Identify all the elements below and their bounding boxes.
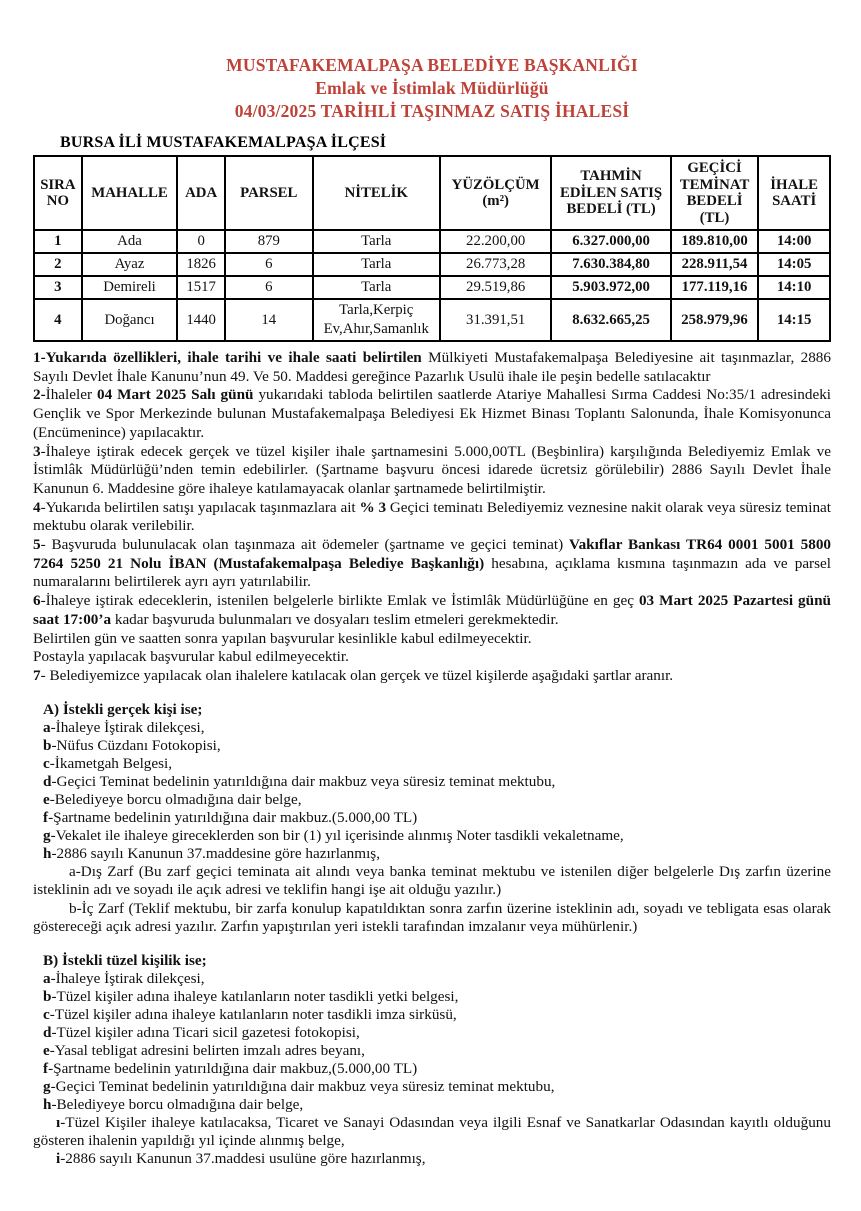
section-a-title: A) İstekli gerçek kişi ise; [43,700,203,718]
cell-yuzolcum: 22.200,00 [440,230,551,253]
conditions-text [33,349,831,686]
paragraph-3: 3-İhaleye iştirak edecek gerçek ve tüzel kişiler ihale şartnamesini 5.000,00TL (Beşbinlira) karşılığında Belediyemiz Emlak ve İstimlâk Müdürlüğü’nden temin edebilirler. (Şartname başvuru öncesi idarede ücretsiz görülebilir) 2886 Sayılı Devlet İhale Kanunun 6. Maddesine göre ihaleye katılamayacak olanlar şartnamede belirtilmiştir. [33,442,831,497]
section-a-item-g: g-Vekalet ile ihaleye gireceklerden son bir (1) yıl içerisinde alınmış Noter tasdikli vekaletname, [43,826,624,844]
table-row [34,253,830,276]
paragraph-1: 1-Yukarıda özellikleri, ihale tarihi ve ihale saati belirtilen Mülkiyeti Mustafakemalpaşa Belediyesine ait taşınmazlar, 2886 Sayılı Devlet İhale Kanunu’nun 49. Ve 50. Maddesi gereğince Pazarlık Usulü ihale ile peşin bedelle satılacaktır [33,349,831,385]
section-a-item-e: e-Belediyeye borcu olmadığına dair belge, [43,790,302,808]
cell-sira-no: 4 [34,299,82,341]
outer-envelope-note: a-Dış Zarf (Bu zarf geçici teminata ait alındı veya banka teminat mektubu ve istenilen diğer belgelerle Dış zarfın üzerine isteklinin adı ve soyadı ile açık adresi ve teklifin hangi işe ait olduğu yazılır.) [33,862,831,899]
cell-nitelik: Tarla,Kerpiç Ev,Ahır,Samanlık [313,299,440,341]
col-header-yuzolcum: YÜZÖLÇÜM (m²) [440,156,551,230]
cell-ada: 1826 [177,253,225,276]
cell-mahalle: Ayaz [82,253,178,276]
cell-tahmin-bedel: 5.903.972,00 [551,276,670,299]
section-b-item-b: b-Tüzel kişiler adına ihaleye katılanların noter tasdikli yetki belgesi, [43,988,459,1006]
cell-tahmin-bedel: 7.630.384,80 [551,253,670,276]
cell-teminat-bedel: 177.119,16 [671,276,759,299]
cell-teminat-bedel: 258.979,96 [671,299,759,341]
cell-mahalle: Doğancı [82,299,178,341]
section-a-item-b: b-Nüfus Cüzdanı Fotokopisi, [43,736,221,754]
section-a-item-d: d-Geçici Teminat bedelinin yatırıldığına dair makbuz veya süresiz teminat mektubu, [43,772,556,790]
section-b-item-f: f-Şartname bedelinin yatırıldığına dair makbuz,(5.000,00 TL) [43,1060,418,1078]
col-header-mahalle: MAHALLE [82,156,178,230]
section-a-item-a: a-İhaleye İştirak dilekçesi, [43,718,205,736]
cell-mahalle: Demireli [82,276,178,299]
auction-table [33,155,831,342]
section-b-item-h: h-Belediyeye borcu olmadığına dair belge, [43,1096,304,1114]
cell-parsel: 14 [225,299,313,341]
paragraph-6-note-1: Belirtilen gün ve saatten sonra yapılan başvurular kesinlikle kabul edilmeyecektir. [33,629,532,647]
paragraph-4: 4-Yukarıda belirtilen satışı yapılacak taşınmazlara ait % 3 Geçici teminatı Belediyemiz veznesine nakit olarak veya süresiz teminat mektubu olarak verilebilir. [33,498,832,535]
cell-ihale-saati: 14:05 [758,253,830,276]
section-b-item-i: i-2886 sayılı Kanunun 37.maddesi usulüne göre hazırlanmış, [56,1150,426,1168]
table-row [34,276,830,299]
paragraph-5: 5- Başvuruda bulunulacak olan taşınmaza ait ödemeler (şartname ve geçici teminat) Vakıflar Bankası TR64 0001 5001 5800 7264 5250 21 Nolu İBAN (Mustafakemalpaşa Belediye Başkanlığı) hesabına, açıklama kısmına taşınmazın ada ve parsel numaralarını belirtilerek ayrı ayrı yatırılabilir. [33,536,832,591]
section-b-title: B) İstekli tüzel kişilik ise; [43,952,207,970]
section-b-item-c: c-Tüzel kişiler adına ihaleye katılanların noter tasdikli imza sirküsü, [43,1006,457,1024]
section-a-item-h: h-2886 sayılı Kanunun 37.maddesine göre hazırlanmış, [43,844,381,862]
section-a-item-f: f-Şartname bedelinin yatırıldığına dair makbuz.(5.000,00 TL) [43,808,418,826]
col-header-sira-no: SIRA NO [34,156,82,230]
col-header-tahmin-bedel: TAHMİN EDİLEN SATIŞ BEDELİ (TL) [551,156,670,230]
paragraph-2: 2-İhaleler 04 Mart 2025 Salı günü yukarıdaki tabloda belirtilen saatlerde Atariye Mahallesi Sırma Caddesi No:35/1 adresindeki Gençlik ve Spor Merkezinde bulunan Mustafakemalpaşa Belediyesi Ek Hizmet Binası Toplantı Salonunda, İhale Komisyonunca (Encümenince) yapılacaktır. [33,386,832,441]
section-real-person [33,701,831,937]
section-b-item-a: a-İhaleye İştirak dilekçesi, [43,970,205,988]
cell-sira-no: 1 [34,230,82,253]
cell-tahmin-bedel: 6.327.000,00 [551,230,670,253]
cell-parsel: 6 [225,253,313,276]
document-department: Emlak ve İstimlak Müdürlüğü [315,78,549,98]
cell-parsel: 879 [225,230,313,253]
document-header [33,54,831,123]
cell-sira-no: 2 [34,253,82,276]
cell-ihale-saati: 14:15 [758,299,830,341]
section-a-item-c: c-İkametgah Belgesi, [43,754,173,772]
table-title: BURSA İLİ MUSTAFAKEMALPAŞA İLÇESİ [60,134,387,151]
table-row [34,299,830,341]
cell-parsel: 6 [225,276,313,299]
cell-tahmin-bedel: 8.632.665,25 [551,299,670,341]
cell-nitelik: Tarla [313,230,440,253]
cell-sira-no: 3 [34,276,82,299]
cell-ada: 1517 [177,276,225,299]
inner-envelope-note: b-İç Zarf (Teklif mektubu, bir zarfa konulup kapatıldıktan sonra zarfın üzerine isteklinin adı, soyadı ve tebligata esas olarak göstereceği açık adresi yazılır. Zarfın yapıştırılan yeri istekli tarafından imzalanır veya mühürlenir.) [33,899,831,936]
section-b-item-g: g-Geçici Teminat bedelinin yatırıldığına dair makbuz veya süresiz teminat mektubu, [43,1078,555,1096]
col-header-nitelik: NİTELİK [313,156,440,230]
paragraph-6-note-2: Postayla yapılacak başvurular kabul edilmeyecektir. [33,648,349,666]
cell-yuzolcum: 31.391,51 [440,299,551,341]
section-b-item-d: d-Tüzel kişiler adına Ticari sicil gazetesi fotokopisi, [43,1024,360,1042]
document-title: MUSTAFAKEMALPAŞA BELEDİYE BAŞKANLIĞI [226,55,638,75]
cell-yuzolcum: 26.773,28 [440,253,551,276]
cell-yuzolcum: 29.519,86 [440,276,551,299]
col-header-ada: ADA [177,156,225,230]
table-header-row [34,156,830,230]
table-row [34,230,830,253]
cell-teminat-bedel: 189.810,00 [671,230,759,253]
cell-nitelik: Tarla [313,253,440,276]
section-legal-entity [33,952,831,1168]
col-header-teminat-bedel: GEÇİCİ TEMİNAT BEDELİ (TL) [671,156,759,230]
cell-ihale-saati: 14:10 [758,276,830,299]
cell-ada: 1440 [177,299,225,341]
cell-teminat-bedel: 228.911,54 [671,253,759,276]
cell-nitelik: Tarla [313,276,440,299]
paragraph-7: 7- Belediyemizce yapılacak olan ihalelere katılacak olan gerçek ve tüzel kişilerde aşağıdaki şartlar aranır. [33,666,674,684]
section-b-item-e: e-Yasal tebligat adresini belirten imzalı adres beyanı, [43,1042,365,1060]
document-auction-title: 04/03/2025 TARİHLİ TAŞINMAZ SATIŞ İHALESİ [234,101,630,121]
cell-mahalle: Ada [82,230,178,253]
section-b-item-i-dotless: ı-Tüzel Kişiler ihaleye katılacaksa, Ticaret ve Sanayi Odasından veya ilgili Esnaf ve Sanatkarlar Odasından kayıtlı olduğunu gösteren ihalenin yapıldığı yıl içinde alınmış belge, [33,1114,831,1150]
col-header-ihale-saati: İHALE SAATİ [758,156,830,230]
cell-ada: 0 [177,230,225,253]
col-header-parsel: PARSEL [225,156,313,230]
paragraph-6: 6-İhaleye iştirak edeceklerin, istenilen belgelerle birlikte Emlak ve İstimlâk Müdürlüğüne en geç 03 Mart 2025 Pazartesi günü saat 17:00’a kadar başvuruda bulunmaları ve dosyaları teslim etmeleri gerekmektedir. [33,592,831,628]
cell-ihale-saati: 14:00 [758,230,830,253]
